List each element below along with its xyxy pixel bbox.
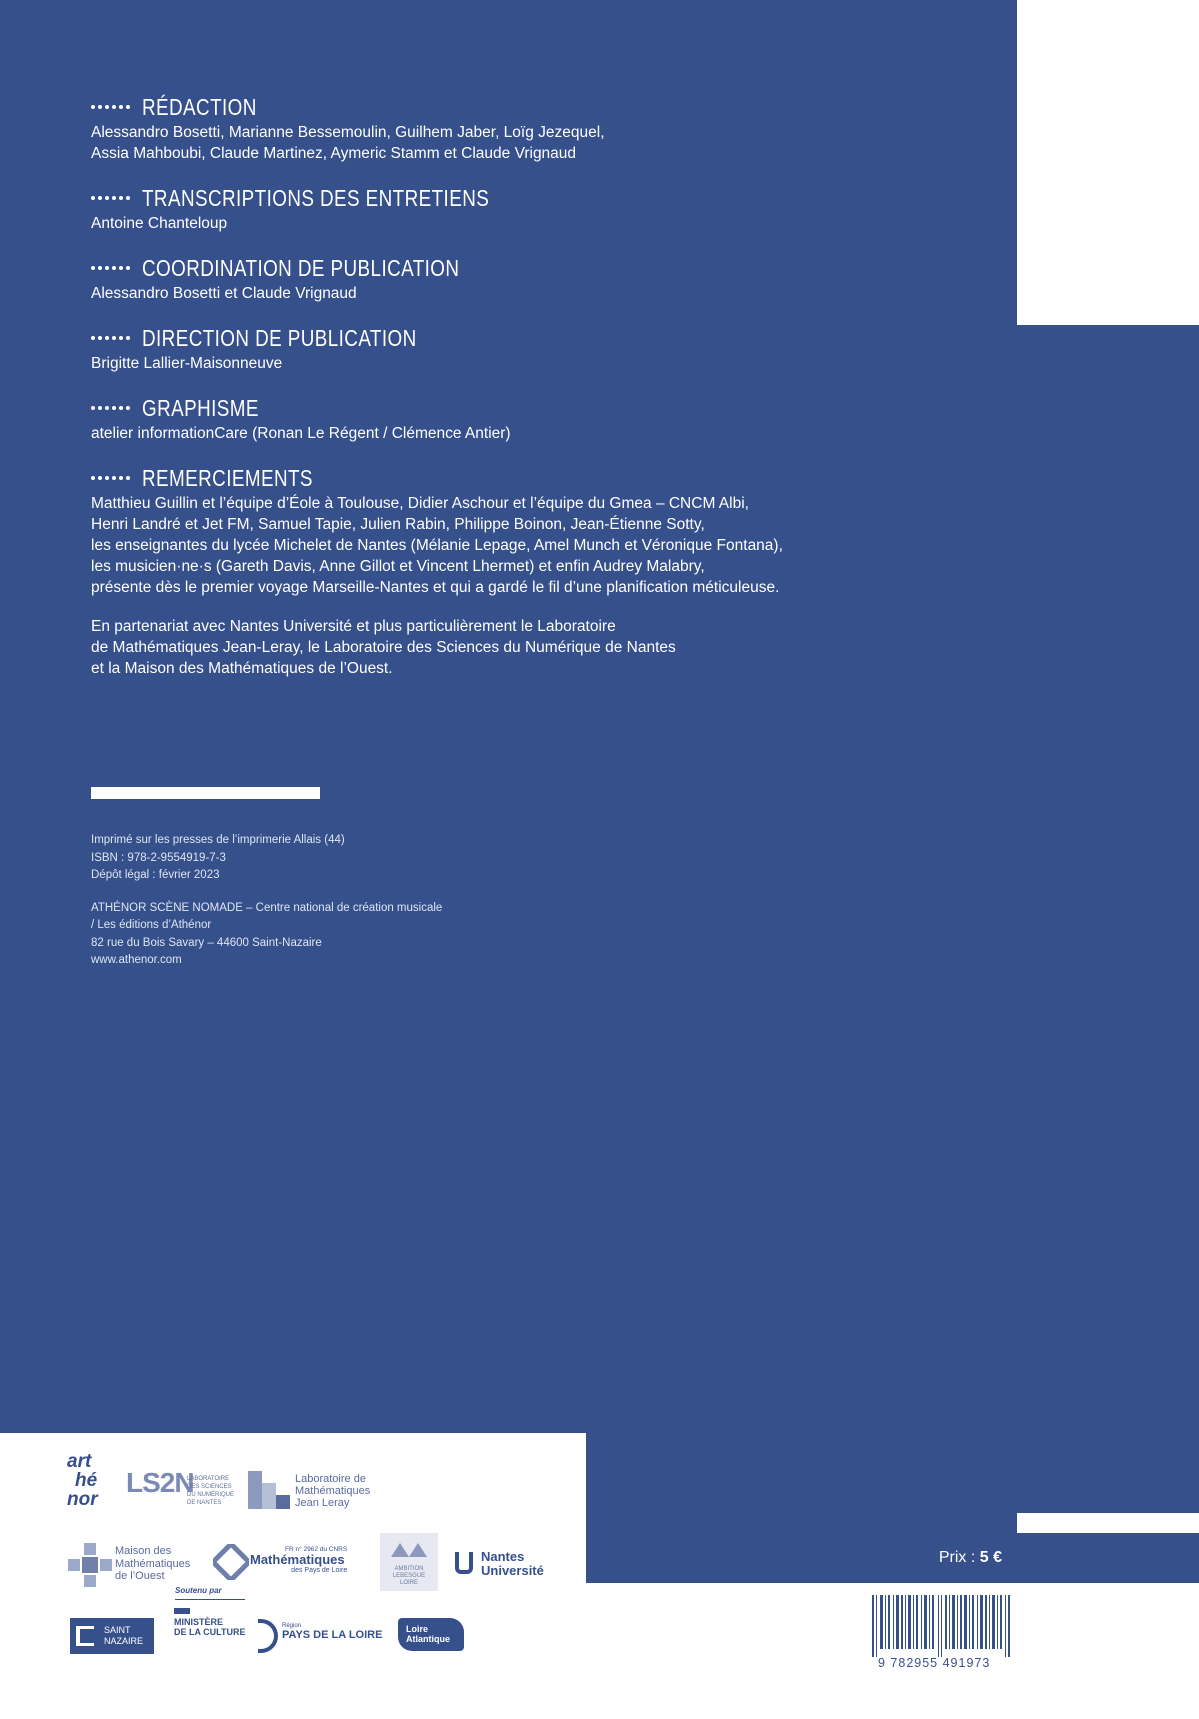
imprint-block <box>91 832 442 985</box>
section-heading: REMERCIEMENTS <box>142 464 313 491</box>
section-redaction <box>91 92 991 164</box>
section-heading: TRANSCRIPTIONS DES ENTRETIENS <box>142 184 490 211</box>
section-heading: GRAPHISME <box>142 394 259 421</box>
ls2n-caption: LABORATOIRE DES SCIENCES DU NUMÉRIQUE DE NANTES <box>187 1476 235 1506</box>
saint-nazaire-icon <box>76 1626 94 1646</box>
partnership-line: et la Maison des Mathématiques de l’Ouest. <box>91 660 393 677</box>
section-line: présente dès le premier voyage Marseille-Nantes et qui a gardé le fil d’une planification méticuleuse. <box>91 579 780 596</box>
soutenu-rule <box>175 1599 245 1600</box>
section-line: Alessandro Bosetti, Marianne Bessemoulin, Guilhem Jaber, Loïg Jezequel, <box>91 124 605 141</box>
section-line: les musicien·ne·s (Gareth Davis, Anne Gillot et Vincent Lhermet) et enfin Audrey Malabry, <box>91 558 705 575</box>
section-transcriptions <box>91 183 991 234</box>
section-line: Matthieu Guillin et l’équipe d’Éole à Toulouse, Didier Aschour et l’équipe du Gmea – CNCM Albi, <box>91 495 749 512</box>
section-coordination <box>91 253 991 304</box>
dots-icon <box>91 105 130 109</box>
partnership-paragraph <box>91 616 991 679</box>
divider-bar <box>91 787 320 799</box>
dots-icon <box>91 266 130 270</box>
dots-icon <box>91 406 130 410</box>
section-graphisme <box>91 393 991 444</box>
section-line: les enseignantes du lycée Michelet de Nantes (Mélanie Lepage, Amel Munch et Véronique Fontana), <box>91 537 783 554</box>
ls2n-logo: LS2N <box>126 1467 194 1498</box>
barcode-number: 9 782955 491973 <box>878 1656 991 1670</box>
section-line: Assia Mahboubi, Claude Martinez, Aymeric Stamm et Claude Vrignaud <box>91 145 577 162</box>
saint-nazaire-logo: SAINT NAZAIRE <box>70 1618 154 1654</box>
isbn-line: ISBN : 978-2-9554919-7-3 <box>91 851 226 864</box>
imprint-line: Dépôt légal : février 2023 <box>91 869 220 881</box>
lmjl-icon <box>248 1471 290 1509</box>
dots-icon <box>91 196 130 200</box>
section-remerciements <box>91 463 991 679</box>
section-line: Brigitte Lallier-Maisonneuve <box>91 355 283 372</box>
lebesgue-logo: AMBITION LEBESGUE LOIRE <box>380 1533 438 1591</box>
section-line: Alessandro Bosetti et Claude Vrignaud <box>91 285 357 302</box>
mmo-icon <box>68 1543 112 1587</box>
section-heading: COORDINATION DE PUBLICATION <box>142 254 460 281</box>
nu-icon <box>455 1552 473 1574</box>
ministere-culture-logo: MINISTÈRE DE LA CULTURE <box>174 1608 246 1637</box>
dots-icon <box>91 476 130 480</box>
barcode <box>872 1595 1012 1657</box>
marianne-icon <box>174 1608 190 1614</box>
mmo-logo: Maison des Mathématiques de l’Ouest <box>115 1545 191 1582</box>
address-line: 82 rue du Bois Savary – 44600 Saint-Nazaire <box>91 936 322 949</box>
publisher-line: / Les éditions d’Athénor <box>91 919 212 931</box>
price-label: Prix : 5 € <box>938 1549 1002 1566</box>
partnership-line: En partenariat avec Nantes Université et plus particulièrement le Laboratoire <box>91 618 616 635</box>
partnership-line: de Mathématiques Jean-Leray, le Laboratoire des Sciences du Numérique de Nantes <box>91 639 676 656</box>
section-heading: DIRECTION DE PUBLICATION <box>142 324 417 351</box>
price-band <box>1017 1533 1199 1583</box>
athenor-logo: art hé nor <box>67 1451 98 1510</box>
cover-strip <box>1017 325 1199 1513</box>
section-heading: RÉDACTION <box>142 93 257 120</box>
credits <box>91 92 991 698</box>
section-line: Henri Landré et Jet FM, Samuel Tapie, Julien Rabin, Philippe Boinon, Jean-Étienne Sotty, <box>91 516 705 533</box>
section-direction <box>91 323 991 374</box>
section-line: atelier informationCare (Ronan Le Régent / Clémence Antier) <box>91 425 511 442</box>
fr-maths-icon <box>213 1544 249 1580</box>
imprint-line: Imprimé sur les presses de l’imprimerie Allais (44) <box>91 834 345 846</box>
dots-icon <box>91 336 130 340</box>
price-value: 5 € <box>979 1549 1002 1566</box>
publisher-line: ATHÉNOR SCÈNE NOMADE – Centre national de création musicale <box>91 901 443 914</box>
loire-atlantique-logo: Loire Atlantique <box>398 1618 464 1651</box>
white-notch <box>1017 0 1199 325</box>
soutenu-label: Soutenu par <box>175 1586 222 1595</box>
lebesgue-icon <box>391 1541 427 1557</box>
fr-maths-logo: FR n° 2962 du CNRS Mathématiques des Pays de Loire <box>250 1546 348 1574</box>
lmjl-logo: Laboratoire de Mathématiques Jean Leray <box>295 1473 371 1509</box>
website-link[interactable]: www.athenor.com <box>91 954 182 966</box>
section-line: Antoine Chanteloup <box>91 215 228 232</box>
